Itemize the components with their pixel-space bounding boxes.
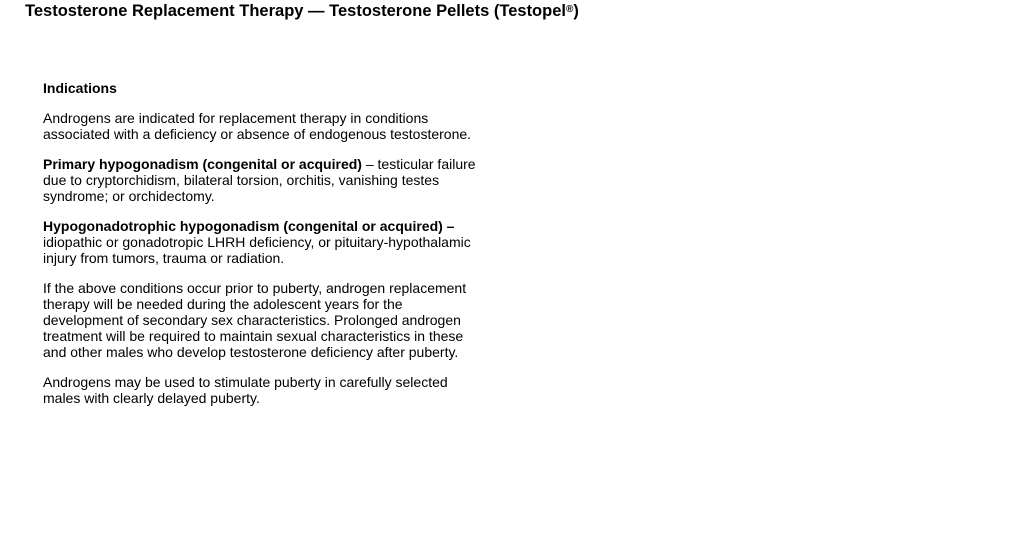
delayed-puberty-paragraph: Androgens may be used to stimulate puberty in carefully selected males with clearly delayed puberty.: [43, 374, 448, 406]
indications-intro: Androgens are indicated for replacement therapy in conditions associated with a deficiency or absence of endogenous testosterone.: [43, 110, 472, 142]
indications-section: [43, 80, 483, 420]
page-title: [25, 1, 579, 21]
hypogonadotrophic-term: Hypogonadotrophic hypogonadism (congenital or acquired) –: [43, 218, 455, 234]
registered-mark: ®: [565, 4, 574, 15]
hypogonadotrophic-paragraph: [43, 218, 483, 266]
primary-hypogonadism-text: – testicular failure due to cryptorchidism, bilateral torsion, orchitis, vanishing testes syndrome; or orchidectomy.: [43, 156, 476, 204]
hypogonadotrophic-text: idiopathic or gonadotropic LHRH deficiency, or pituitary-hypothalamic injury from tumors, trauma or radiation.: [43, 234, 471, 266]
primary-hypogonadism-paragraph: [43, 156, 483, 204]
indications-heading: Indications: [43, 80, 117, 96]
primary-hypogonadism-term: Primary hypogonadism (congenital or acquired): [43, 156, 362, 172]
page-title-close: ): [573, 2, 579, 20]
puberty-note-paragraph: If the above conditions occur prior to puberty, androgen replacement therapy will be needed during the adolescent years for the development of secondary sex characteristics. Prolonged androgen treatment will be required to maintain sexual characteristics in these and other males who develop testosterone deficiency after puberty.: [43, 280, 467, 360]
page-title-text: Testosterone Replacement Therapy — Testosterone Pellets (Testopel: [25, 2, 566, 20]
